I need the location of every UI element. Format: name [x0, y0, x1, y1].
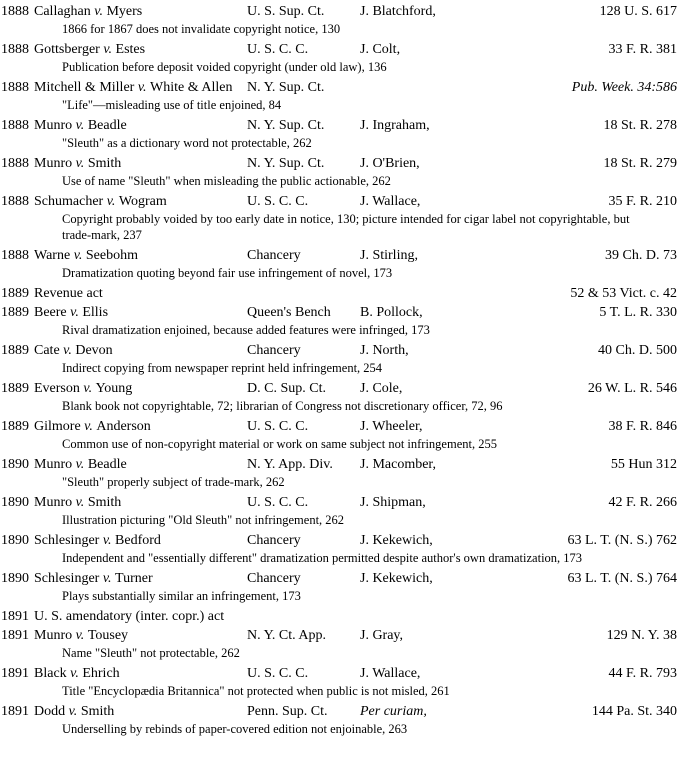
case-entry — [0, 78, 681, 116]
case-note: Title "Encyclopædia Britannica" not protected when public is not misled, 261 — [62, 684, 450, 698]
case-entry — [0, 303, 681, 341]
versus-label: v. — [72, 118, 88, 133]
case-party-b: Beadle — [87, 457, 127, 472]
case-note: Rival dramatization enjoined, because added features were infringed, 173 — [62, 323, 430, 337]
case-party-a: Beere — [34, 305, 67, 320]
case-party-b: Ellis — [82, 305, 109, 320]
case-party-a: Revenue act — [34, 286, 103, 301]
case-party-b: Smith — [80, 704, 115, 719]
case-line — [0, 40, 681, 59]
case-judge: J. Colt, — [360, 42, 401, 57]
case-line — [0, 2, 681, 21]
case-note: Underselling by rebinds of paper-covered edition not enjoinable, 263 — [62, 722, 408, 736]
case-entry — [0, 607, 681, 626]
case-entry — [0, 493, 681, 531]
case-citation: 39 Ch. D. 73 — [605, 248, 677, 263]
case-name — [34, 78, 232, 97]
case-court: U. S. C. C. — [247, 419, 309, 434]
case-name — [34, 664, 120, 683]
case-citation: 33 F. R. 381 — [608, 42, 677, 57]
case-citation: 42 F. R. 266 — [608, 495, 677, 510]
case-line — [0, 607, 681, 626]
case-line — [0, 493, 681, 512]
case-year: 1888 — [1, 194, 29, 209]
case-court: U. S. C. C. — [247, 495, 309, 510]
case-line — [0, 303, 681, 322]
case-judge: B. Pollock, — [360, 305, 423, 320]
case-note: 1866 for 1867 does not invalidate copyright notice, 130 — [62, 22, 341, 36]
case-court: N. Y. App. Div. — [247, 457, 333, 472]
case-year: 1890 — [1, 533, 29, 548]
case-citation: 55 Hun 312 — [610, 457, 677, 472]
case-line — [0, 664, 681, 683]
case-name — [34, 493, 121, 512]
case-court: Chancery — [247, 571, 301, 586]
case-citation: 35 F. R. 210 — [608, 194, 677, 209]
case-name — [34, 2, 142, 21]
case-year: 1889 — [1, 381, 29, 396]
case-year: 1889 — [1, 305, 29, 320]
case-year: 1890 — [1, 457, 29, 472]
case-citation: 18 St. R. 278 — [603, 118, 677, 133]
case-entry — [0, 379, 681, 417]
case-party-a: Munro — [34, 628, 73, 643]
case-party-a: U. S. amendatory (inter. copr.) act — [34, 609, 225, 624]
case-party-a: Warne — [34, 248, 71, 263]
case-citation: 128 U. S. 617 — [599, 4, 677, 19]
case-party-b: Tousey — [87, 628, 129, 643]
versus-label: v. — [80, 419, 97, 434]
versus-label: v. — [99, 571, 116, 586]
case-note: Dramatization quoting beyond fair use infringement of novel, 173 — [62, 266, 393, 280]
case-party-a: Munro — [34, 118, 73, 133]
case-line — [0, 116, 681, 135]
case-line — [0, 569, 681, 588]
case-note: Illustration picturing "Old Sleuth" not infringement, 262 — [62, 513, 345, 527]
case-judge: J. Wallace, — [360, 666, 421, 681]
versus-label: v. — [79, 381, 96, 396]
case-line — [0, 626, 681, 645]
case-note: "Sleuth" properly subject of trade-mark, 262 — [62, 475, 285, 489]
case-note: Common use of non-copyright material or work on same subject not infringement, 255 — [62, 437, 497, 451]
case-entry — [0, 417, 681, 455]
case-entry — [0, 702, 681, 740]
versus-label: v. — [72, 156, 88, 171]
case-court: D. C. Sup. Ct. — [247, 381, 326, 396]
case-entry — [0, 531, 681, 569]
case-court: U. S. C. C. — [247, 194, 309, 209]
case-entry — [0, 40, 681, 78]
case-court: N. Y. Ct. App. — [247, 628, 326, 643]
case-court: N. Y. Sup. Ct. — [247, 118, 325, 133]
case-judge: J. Macomber, — [360, 457, 437, 472]
case-line — [0, 341, 681, 360]
case-party-b: Anderson — [96, 419, 151, 434]
case-court: Chancery — [247, 533, 301, 548]
case-year: 1890 — [1, 571, 29, 586]
case-citation: 63 L. T. (N. S.) 762 — [567, 533, 677, 548]
case-court: Chancery — [247, 343, 301, 358]
case-citation: 129 N. Y. 38 — [606, 628, 677, 643]
case-court: U. S. C. C. — [247, 666, 309, 681]
case-citation: 26 W. L. R. 546 — [587, 381, 677, 396]
case-party-b: Beadle — [87, 118, 127, 133]
case-party-a: Schlesinger — [34, 533, 100, 548]
case-name — [34, 40, 145, 59]
versus-label: v. — [72, 457, 88, 472]
case-year: 1889 — [1, 343, 29, 358]
versus-label: v. — [59, 343, 76, 358]
case-party-a: Everson — [34, 381, 80, 396]
case-citation: 18 St. R. 279 — [603, 156, 677, 171]
case-name — [34, 246, 138, 265]
case-court: U. S. Sup. Ct. — [247, 4, 325, 19]
case-court: N. Y. Sup. Ct. — [247, 80, 325, 95]
case-party-a: Schumacher — [34, 194, 104, 209]
case-party-a: Mitchell & Miller — [34, 80, 135, 95]
case-note: Blank book not copyrightable, 72; librarian of Congress not discretionary officer, 72, 96 — [62, 399, 503, 413]
case-court: Chancery — [247, 248, 301, 263]
case-line — [0, 246, 681, 265]
case-court: N. Y. Sup. Ct. — [247, 156, 325, 171]
case-line — [0, 531, 681, 550]
case-judge: J. Wallace, — [360, 194, 421, 209]
case-judge: J. Cole, — [360, 381, 403, 396]
case-judge: J. Kekewich, — [360, 533, 433, 548]
case-entry — [0, 341, 681, 379]
case-line — [0, 284, 681, 303]
case-judge: J. North, — [360, 343, 409, 358]
case-party-a: Cate — [34, 343, 60, 358]
case-note: Indirect copying from newspaper reprint held infringement, 254 — [62, 361, 383, 375]
case-line — [0, 78, 681, 97]
case-note: Use of name "Sleuth" when misleading the public actionable, 262 — [62, 174, 391, 188]
case-party-a: Gilmore — [34, 419, 81, 434]
case-party-b: Wogram — [118, 194, 167, 209]
case-year: 1890 — [1, 495, 29, 510]
versus-label: v. — [66, 666, 83, 681]
case-note: Copyright probably voided by too early date in notice, 130; picture intended for cigar label not copyrightable, but trade-mark, 237 — [62, 212, 630, 242]
case-entry — [0, 2, 681, 40]
case-line — [0, 154, 681, 173]
case-party-b: Seebohm — [85, 248, 138, 263]
versus-label: v. — [72, 495, 88, 510]
case-entry — [0, 192, 681, 246]
case-year: 1889 — [1, 419, 29, 434]
case-party-b: White & Allen — [150, 80, 233, 95]
case-name — [34, 303, 108, 322]
case-party-a: Munro — [34, 457, 73, 472]
case-name — [34, 379, 132, 398]
case-citation: 5 T. L. R. 330 — [599, 305, 677, 320]
case-year: 1889 — [1, 286, 29, 301]
case-citation: 144 Pa. St. 340 — [591, 704, 677, 719]
case-party-b: Smith — [87, 495, 122, 510]
case-year: 1888 — [1, 248, 29, 263]
case-year: 1888 — [1, 156, 29, 171]
case-judge: J. Shipman, — [360, 495, 426, 510]
case-year: 1888 — [1, 80, 29, 95]
versus-label: v. — [70, 248, 86, 263]
case-judge: J. Ingraham, — [360, 118, 430, 133]
case-line — [0, 192, 681, 211]
case-entry — [0, 116, 681, 154]
case-party-b: Bedford — [115, 533, 161, 548]
case-entry — [0, 569, 681, 607]
case-note: "Sleuth" as a dictionary word not protectable, 262 — [62, 136, 312, 150]
case-judge: J. Stirling, — [360, 248, 418, 263]
case-name — [34, 417, 151, 436]
case-name — [34, 626, 128, 645]
case-entry — [0, 154, 681, 192]
case-note: Publication before deposit voided copyright (under old law), 136 — [62, 60, 387, 74]
versus-label: v. — [103, 194, 119, 209]
case-court: Queen's Bench — [247, 305, 331, 320]
case-party-b: Ehrich — [82, 666, 120, 681]
case-judge: J. Wheeler, — [360, 419, 423, 434]
case-year: 1888 — [1, 118, 29, 133]
case-party-b: Devon — [75, 343, 113, 358]
case-note: Independent and "essentially different" dramatization permitted despite author's own dramatization, 173 — [62, 551, 583, 565]
case-party-a: Dodd — [34, 704, 66, 719]
case-entry — [0, 455, 681, 493]
case-line — [0, 702, 681, 721]
case-citation: 38 F. R. 846 — [608, 419, 677, 434]
case-judge: J. Kekewich, — [360, 571, 433, 586]
case-party-a: Callaghan — [34, 4, 91, 19]
case-party-b: Smith — [87, 156, 122, 171]
case-note: "Life"—misleading use of title enjoined, 84 — [62, 98, 282, 112]
case-name — [34, 702, 114, 721]
case-party-a: Black — [34, 666, 67, 681]
case-year: 1888 — [1, 4, 29, 19]
case-citation: Pub. Week. 34:586 — [571, 80, 677, 95]
case-judge: J. O'Brien, — [360, 156, 420, 171]
case-judge: J. Blatchford, — [360, 4, 436, 19]
case-name — [34, 607, 224, 626]
case-note: Name "Sleuth" not protectable, 262 — [62, 646, 240, 660]
case-citation: 63 L. T. (N. S.) 764 — [567, 571, 677, 586]
case-line — [0, 417, 681, 436]
case-party-b: Young — [95, 381, 133, 396]
case-party-a: Munro — [34, 495, 73, 510]
case-name — [34, 569, 153, 588]
versus-label: v. — [99, 533, 116, 548]
case-party-b: Estes — [115, 42, 146, 57]
case-party-a: Gottsberger — [34, 42, 100, 57]
case-name — [34, 154, 121, 173]
case-entry — [0, 664, 681, 702]
case-entry — [0, 626, 681, 664]
case-name — [34, 341, 113, 360]
case-judge: Per curiam, — [360, 704, 427, 719]
case-year: 1891 — [1, 704, 29, 719]
versus-label: v. — [99, 42, 116, 57]
case-year: 1891 — [1, 666, 29, 681]
case-party-b: Turner — [115, 571, 153, 586]
case-name — [34, 284, 103, 303]
case-judge: J. Gray, — [360, 628, 404, 643]
versus-label: v. — [90, 4, 107, 19]
case-year: 1888 — [1, 42, 29, 57]
case-citation: 44 F. R. 793 — [608, 666, 677, 681]
case-name — [34, 455, 127, 474]
case-name — [34, 192, 167, 211]
case-party-a: Schlesinger — [34, 571, 100, 586]
case-name — [34, 116, 127, 135]
versus-label: v. — [72, 628, 88, 643]
case-entry — [0, 284, 681, 303]
case-year: 1891 — [1, 609, 29, 624]
case-citation: 40 Ch. D. 500 — [598, 343, 677, 358]
case-note: Plays substantially similar an infringement, 173 — [62, 589, 301, 603]
case-name — [34, 531, 161, 550]
case-year: 1891 — [1, 628, 29, 643]
case-party-a: Munro — [34, 156, 73, 171]
case-court: Penn. Sup. Ct. — [247, 704, 328, 719]
case-court: U. S. C. C. — [247, 42, 309, 57]
case-party-b: Myers — [106, 4, 143, 19]
case-citation: 52 & 53 Vict. c. 42 — [570, 286, 677, 301]
case-line — [0, 455, 681, 474]
versus-label: v. — [66, 305, 83, 320]
case-entry — [0, 246, 681, 284]
case-line — [0, 379, 681, 398]
versus-label: v. — [65, 704, 81, 719]
versus-label: v. — [134, 80, 151, 95]
